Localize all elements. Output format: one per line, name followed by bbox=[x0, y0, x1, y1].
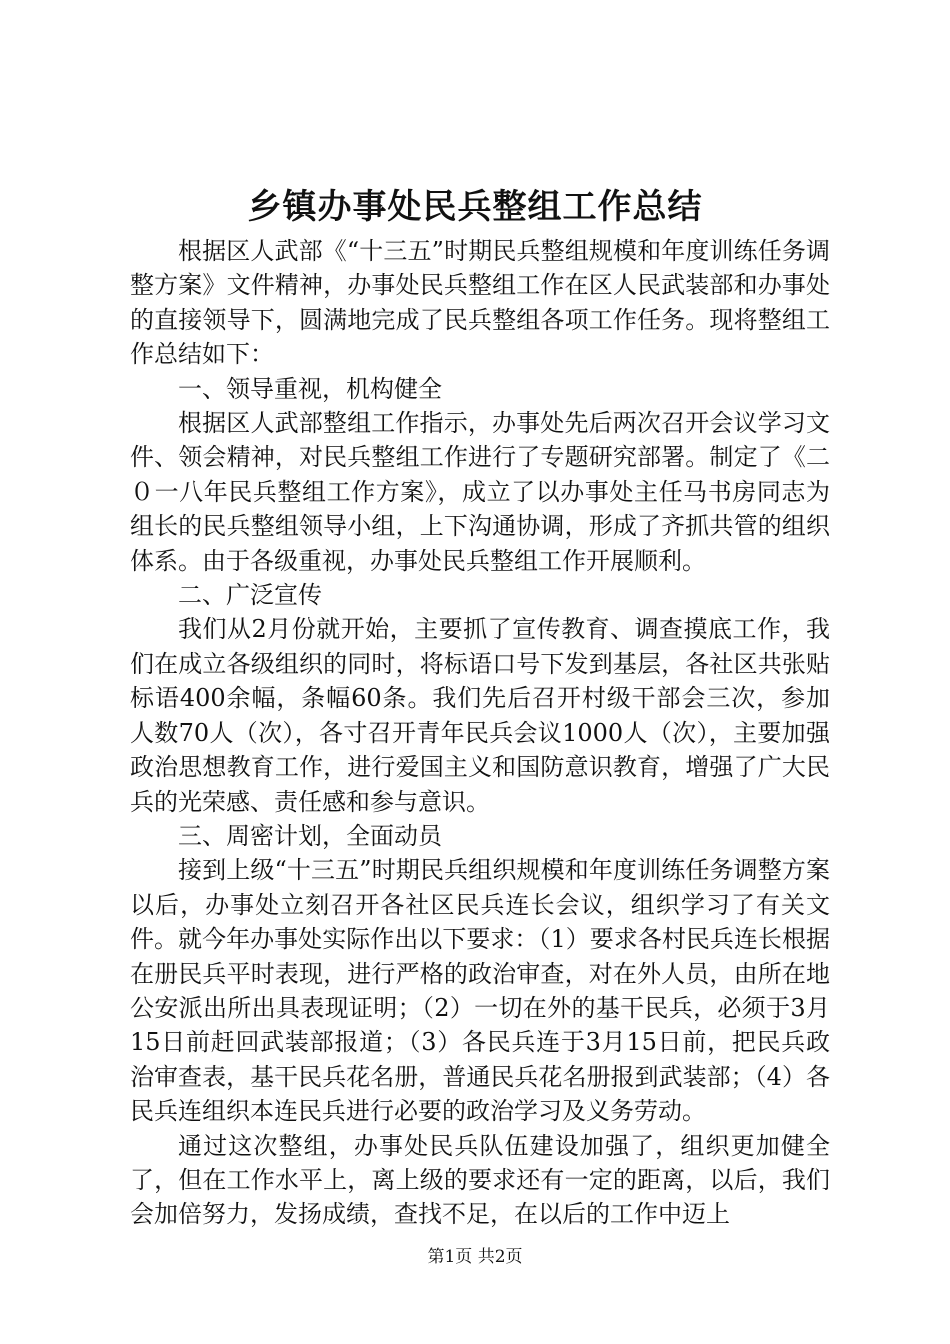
paragraph-section-2: 我们从2月份就开始，主要抓了宣传教育、调查摸底工作，我们在成立各级组织的同时，将标语口号下发到基层，各社区共张贴标语400余幅，条幅60条。我们先后召开村级干部会三次，参加人数70人（次），各寸召开青年民兵会议1000人（次），主要加强政治思想教育工作，进行爱国主义和国防意识教育，增强了广大民兵的光荣感、责任感和参与意识。 bbox=[130, 615, 830, 816]
section-heading-3: 三、周密计划，全面动员 bbox=[178, 821, 442, 850]
paragraph-intro: 根据区人武部《“十三五”时期民兵整组规模和年度训练任务调整方案》文件精神，办事处民兵整组工作在区人民武装部和办事处的直接领导下，圆满地完成了民兵整组各项工作任务。现将整组工作总结如下： bbox=[130, 237, 830, 369]
paragraph-section-1: 根据区人武部整组工作指示，办事处先后两次召开会议学习文件、领会精神，对民兵整组工作进行了专题研究部署。制定了《二０一八年民兵整组工作方案》，成立了以办事处主任马书房同志为组长的民兵整组领导小组，上下沟通协调，形成了齐抓共管的组织体系。由于各级重视，办事处民兵整组工作开展顺利。 bbox=[130, 409, 830, 575]
section-heading-2: 二、广泛宣传 bbox=[178, 581, 322, 610]
page-footer: 第1页 共2页 bbox=[427, 1247, 523, 1267]
section-heading-1: 一、领导重视，机构健全 bbox=[178, 374, 442, 403]
document-body bbox=[130, 234, 830, 1232]
page-title: 乡镇办事处民兵整组工作总结 bbox=[247, 187, 703, 227]
paragraph-section-3: 接到上级“十三五”时期民兵组织规模和年度训练任务调整方案以后，办事处立刻召开各社区民兵连长会议，组织学习了有关文件。就今年办事处实际作出以下要求：（1）要求各村民兵连长根据在册民兵平时表现，进行严格的政治审查，对在外人员，由所在地公安派出所出具表现证明；（2）一切在外的基干民兵，必须于3月15日前赶回武装部报道；（3）各民兵连于3月15日前，把民兵政治审查表，基干民兵花名册，普通民兵花名册报到武装部；（4）各民兵连组织本连民兵进行必要的政治学习及义务劳动。 bbox=[130, 856, 830, 1126]
paragraph-conclusion: 通过这次整组，办事处民兵队伍建设加强了，组织更加健全了，但在工作水平上，离上级的要求还有一定的距离，以后，我们会加倍努力，发扬成绩，查找不足，在以后的工作中迈上 bbox=[130, 1131, 830, 1229]
